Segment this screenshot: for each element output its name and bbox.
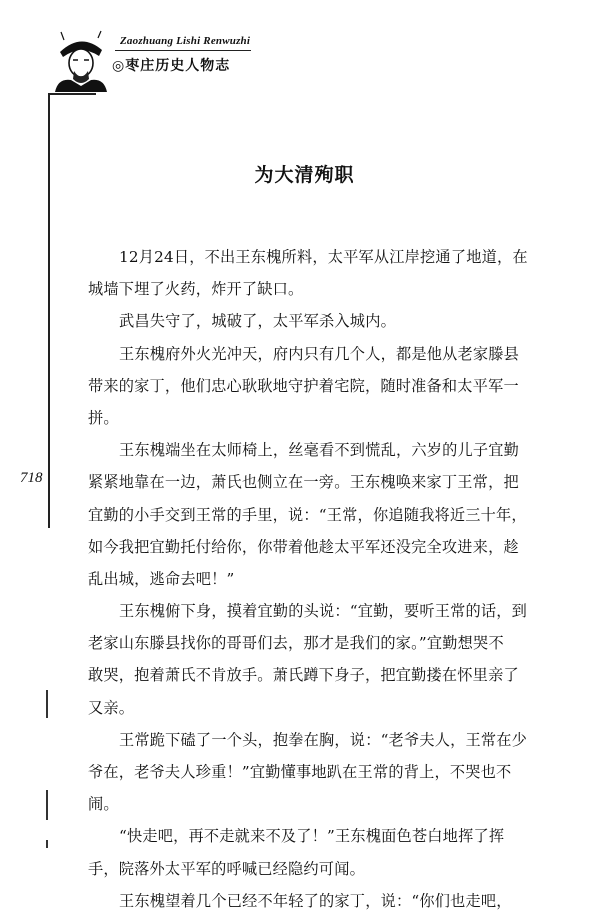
margin-marks [46, 690, 48, 860]
body-text [88, 241, 558, 917]
margin-rule-top [48, 93, 96, 95]
chapter-title: 为大清殉职 [254, 164, 355, 186]
margin-rule [48, 93, 50, 528]
text-line: 王东槐府外火光冲天，府内只有几个人，都是他从老家滕县 [119, 344, 520, 363]
text-line: “快走吧，再不走就来不及了！”王东槐面色苍白地挥了挥 [119, 827, 505, 846]
text-line: 如今我把宜勤托付给你，你带着他趁太平军还没完全攻进来，趁 [88, 537, 519, 556]
text-line: 敢哭，抱着萧氏不肯放手。萧氏蹲下身子，把宜勤搂在怀里亲了 [88, 666, 519, 685]
text-line: 12月24日，不出王东槐所料，太平军从江岸挖通了地道，在 [119, 248, 528, 266]
text-line: 王东槐端坐在太师椅上，丝毫看不到慌乱，六岁的儿子宜勤 [119, 441, 520, 460]
text-line: 手，院落外太平军的呼喊已经隐约可闻。 [88, 859, 365, 878]
text-line: 城墙下埋了火药，炸开了缺口。 [88, 280, 304, 299]
text-line: 老家山东滕县找你的哥哥们去，那才是我们的家。”宜勤想哭不 [88, 634, 504, 653]
text-line: 宜勤的小手交到王常的手里，说：“王常，你追随我将近三十年， [88, 505, 527, 524]
series-title-cn: ◎枣庄历史人物志 [112, 58, 231, 74]
text-line: 爷在，老爷夫人珍重！”宜勤懂事地趴在王常的背上，不哭也不 [88, 763, 512, 781]
text-line: 武昌失守了，城破了，太平军杀入城内。 [119, 312, 396, 331]
text-line: 紧紧地靠在一边，萧氏也侧立在一旁。王东槐唤来家丁王常，把 [88, 473, 519, 492]
series-title-en: Zaozhuang Lishi Renwuzhi [120, 35, 251, 47]
text-line: 又亲。 [88, 698, 135, 717]
page-number: 718 [20, 470, 43, 486]
text-line: 乱出城，逃命去吧！” [88, 569, 235, 588]
text-line: 王常跪下磕了一个头，抱拳在胸，说：“老爷夫人，王常在少 [119, 730, 528, 749]
text-line: 闹。 [88, 795, 119, 814]
portrait-icon [52, 30, 110, 92]
text-line: 王东槐俯下身，摸着宜勤的头说：“宜勤，要听王常的话，到 [119, 602, 528, 621]
text-line: 王东槐望着几个已经不年轻了的家丁，说：“你们也走吧， [119, 891, 512, 910]
header-rule [115, 50, 251, 51]
text-line: 带来的家丁，他们忠心耿耿地守护着宅院，随时准备和太平军一 [88, 376, 519, 395]
text-line: 拼。 [88, 408, 119, 427]
